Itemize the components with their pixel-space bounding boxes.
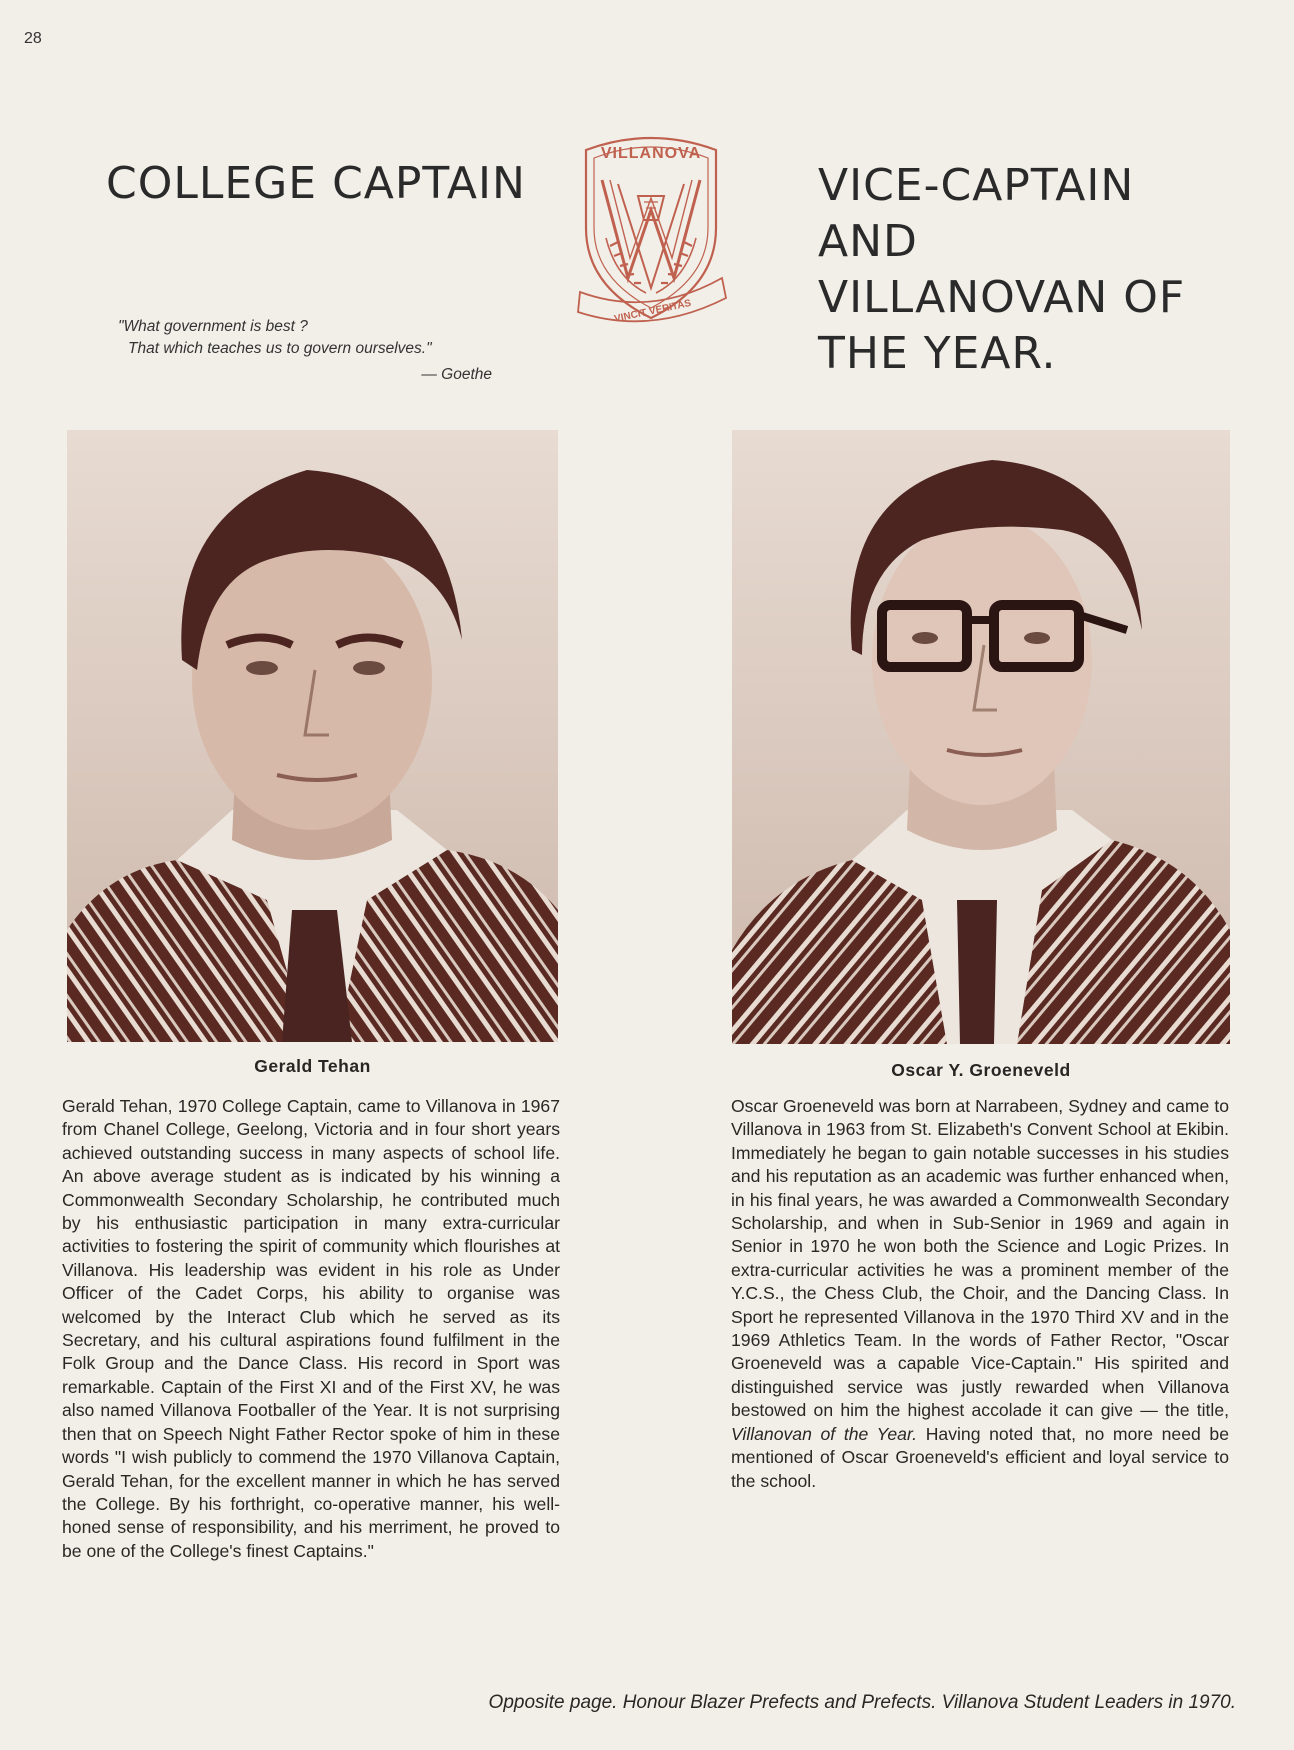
gerald-tehan-caption: Gerald Tehan	[254, 1056, 371, 1076]
college-captain-heading: COLLEGE CAPTAIN	[106, 158, 526, 209]
goethe-quote	[100, 316, 500, 386]
crest-top-text: VILLANOVA	[600, 145, 702, 162]
vice-captain-heading-line: AND	[818, 216, 918, 267]
quote-line-2: That which teaches us to govern ourselves."	[128, 340, 432, 357]
oscar-groeneveld-caption: Oscar Y. Groeneveld	[891, 1060, 1071, 1080]
oscar-groeneveld-portrait	[732, 430, 1230, 1044]
gerald-tehan-portrait	[67, 430, 558, 1042]
gerald-tehan-bio: Gerald Tehan, 1970 College Captain, came to Villanova in 1967 from Chanel College, Geelong, Victoria and in four short years achieved outstanding success in many aspects of school life. An above average student as is indicated by his winning a Commonwealth Secondary Scholarship, he contributed much by his enthusiastic participation in many extra-curricular activities to fostering the spirit of community which flourishes at Villanova. His leadership was evident in his role as Under Officer of the Cadet Corps, his ability to organise was welcomed by the Interact Club which he served as its Secretary, and his cultural aspirations found fulfilment in the Folk Group and the Dance Class. His record in Sport was remarkable. Captain of the First XI and of the First XV, he was also named Villanova Footballer of the Year. It is not surprising then that on Speech Night Father Rector spoke of him in these words "I wish publicly to commend the 1970 Villanova Captain, Gerald Tehan, for the excellent manner in which he has served the College. By his forthright, co-operative manner, his well-honed sense of responsibility, and his merriment, he proved to be one of the College's finest Captains."	[62, 1096, 560, 1561]
quote-attribution: — Goethe	[421, 366, 492, 383]
vice-captain-heading	[818, 158, 1238, 382]
bio-text: Having noted that, no more need be mentioned of Oscar Groeneveld's efficient and loyal service to the school.	[731, 1423, 1230, 1491]
vice-captain-heading-line: THE YEAR.	[818, 328, 1057, 379]
footer-caption: Opposite page. Honour Blazer Prefects and Prefects. Villanova Student Leaders in 1970.	[488, 1692, 1236, 1713]
bio-emphasis: Villanovan of the Year.	[731, 1423, 918, 1444]
vice-captain-heading-line: VICE-CAPTAIN	[818, 160, 1135, 211]
villanova-crest-logo	[566, 128, 736, 328]
crest-motto: VINCIT VERITAS	[613, 297, 693, 325]
oscar-groeneveld-bio	[731, 1095, 1229, 1493]
quote-line-1: "What government is best ?	[118, 318, 308, 335]
page-number: 28	[24, 30, 42, 47]
vice-captain-heading-line: VILLANOVAN OF	[818, 272, 1186, 323]
bio-text: Oscar Groeneveld was born at Narrabeen, Sydney and came to Villanova in 1963 from St. Elizabeth's Convent School at Ekibin. Immediately he began to gain notable successes in his studies and his reputation as an academic was further enhanced when, in his final years, he was awarded a Commonwealth Secondary Scholarship, and when in Sub-Senior in 1969 and again in Senior in 1970 he won both the Science and Logic Prizes. In extra-curricular activities he was a prominent member of the Y.C.S., the Chess Club, the Choir, and the Dancing Class. In Sport he represented Villanova in the 1970 Third XV and in the 1969 Athletics Team. In the words of Father Rector, "Oscar Groeneveld was a capable Vice-Captain." His spirited and distinguished service was justly rewarded when Villanova bestowed on him the highest accolade it can give — the title,	[731, 1096, 1229, 1421]
